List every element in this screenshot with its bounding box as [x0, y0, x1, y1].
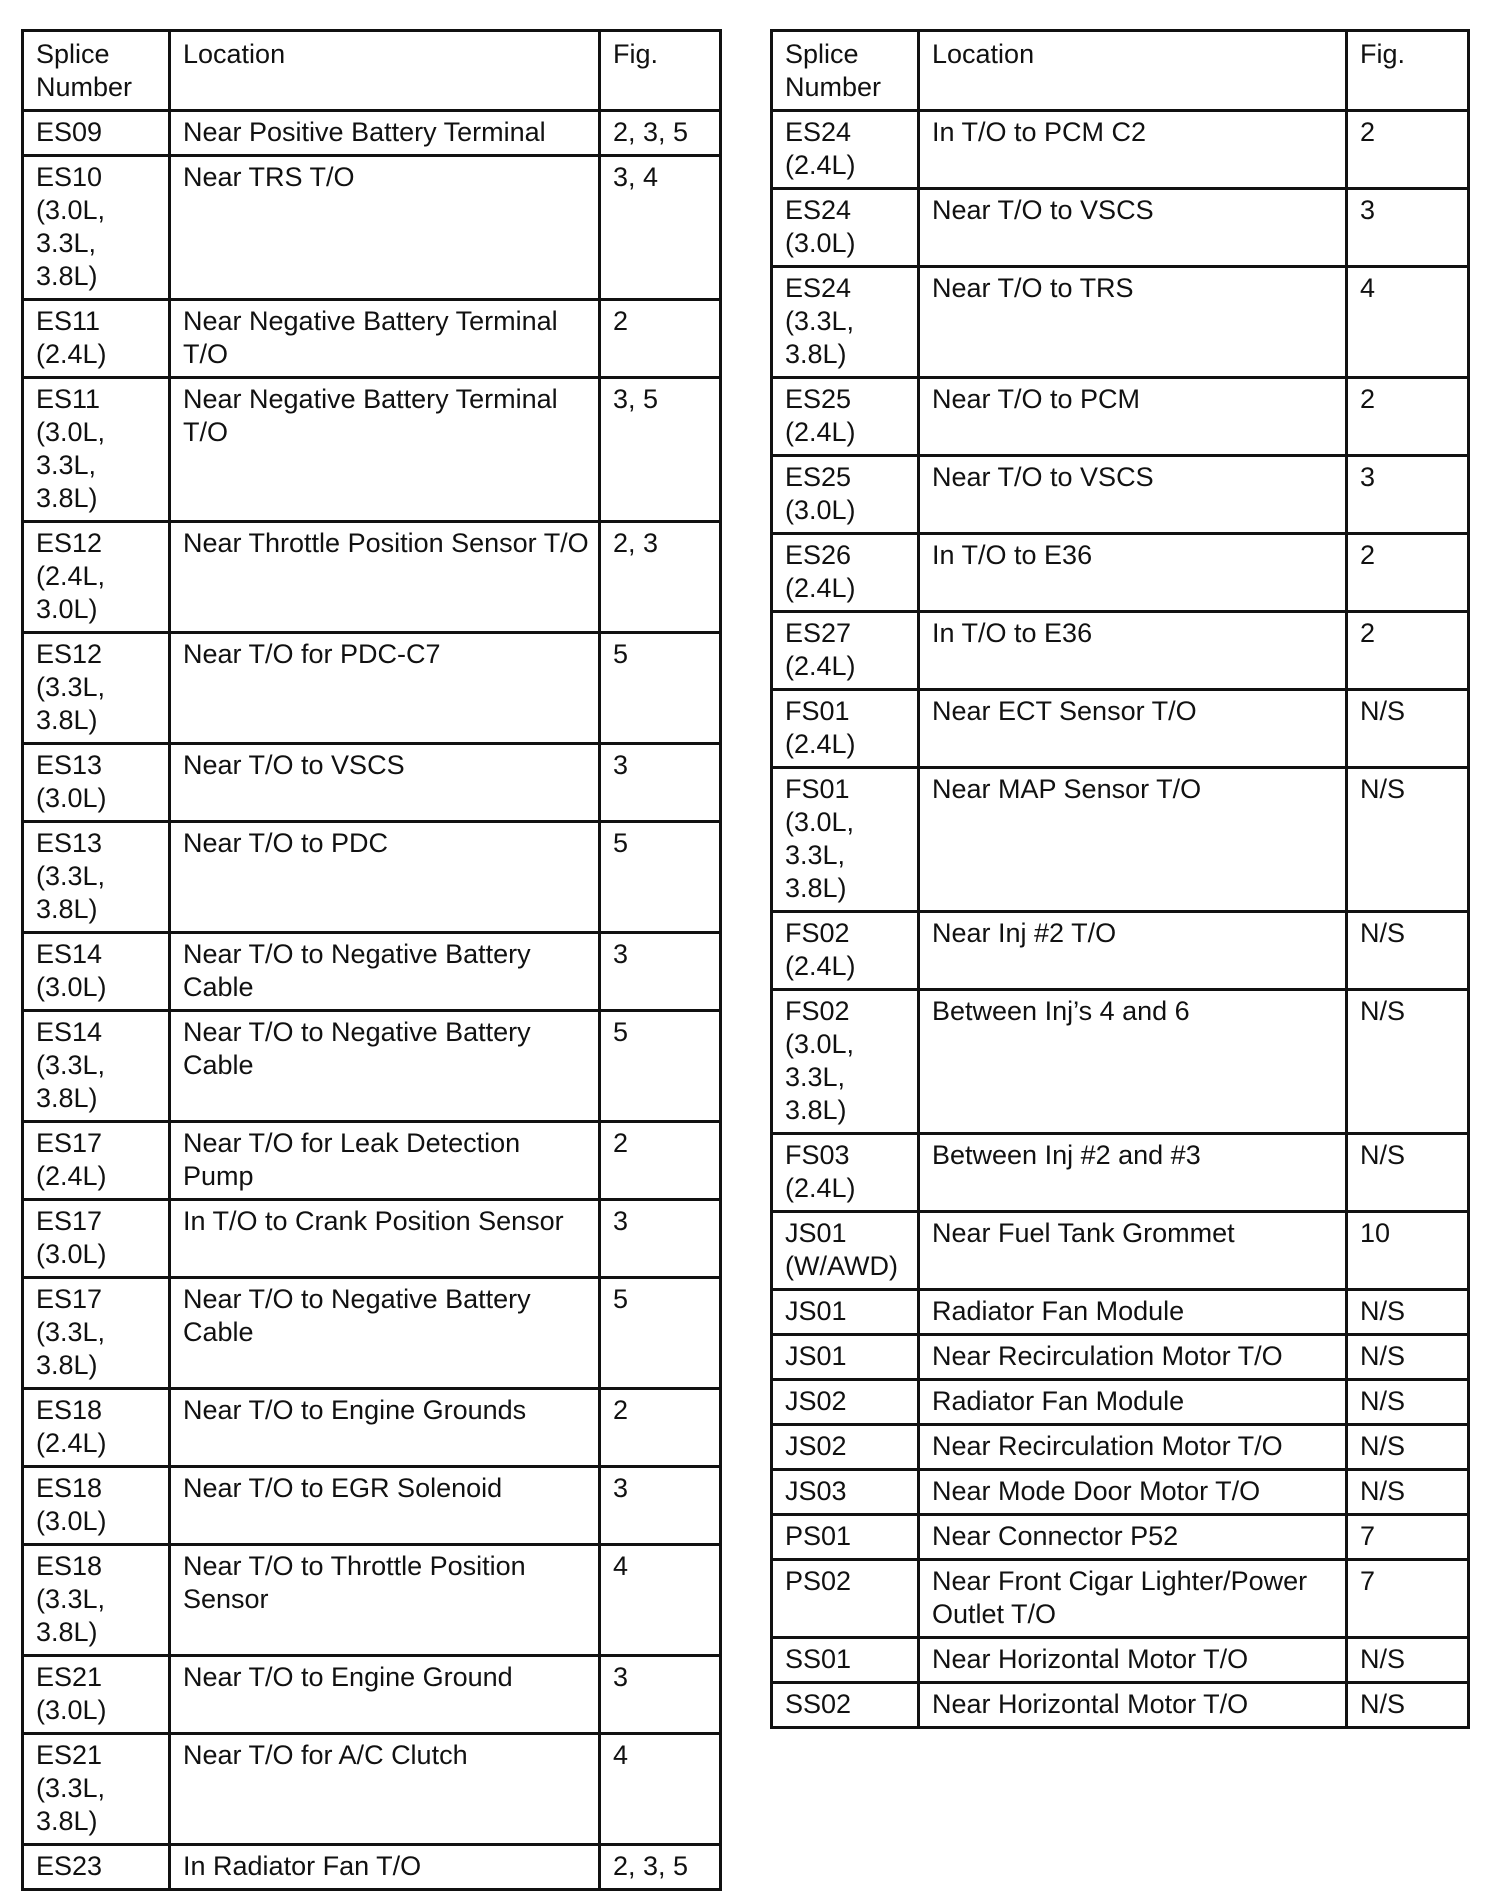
fig-cell: 2, 3, 5	[600, 1845, 721, 1890]
fig-cell: 2, 3, 5	[600, 111, 721, 156]
splice-number-line: 3.8L)	[36, 1806, 98, 1836]
location-cell: Between Inj’s 4 and 6	[919, 990, 1347, 1134]
location-cell: Near Horizontal Motor T/O	[919, 1683, 1347, 1728]
fig-cell: N/S	[1347, 1290, 1469, 1335]
splice-number-cell	[23, 1467, 170, 1545]
fig-cell: 2	[600, 1389, 721, 1467]
splice-number-line: (3.3L,	[36, 1773, 106, 1803]
location-cell: Near T/O for PDC-C7	[170, 633, 600, 744]
splice-number-line: ES17	[36, 1284, 103, 1314]
splice-number-line: FS02	[785, 918, 850, 948]
splice-number-cell	[772, 1470, 919, 1515]
header-splice-line2: Number	[36, 72, 133, 102]
table-row	[23, 933, 721, 1011]
table-row	[772, 912, 1469, 990]
header-splice-line1: Splice	[785, 39, 859, 69]
splice-number-line: (3.0L,	[785, 1029, 855, 1059]
location-cell: Near T/O to EGR Solenoid	[170, 1467, 600, 1545]
fig-cell: 2	[600, 1122, 721, 1200]
header-location: Location	[919, 31, 1347, 111]
splice-number-line: (3.3L,	[36, 672, 106, 702]
splice-number-line: (3.3L,	[36, 1584, 106, 1614]
splice-number-line: JS02	[785, 1431, 847, 1461]
fig-cell: 4	[600, 1734, 721, 1845]
splice-number-line: 3.3L,	[36, 450, 97, 480]
table-row	[23, 156, 721, 300]
table-row	[772, 1425, 1469, 1470]
splice-number-line: (3.0L,	[36, 195, 106, 225]
splice-number-line: (3.0L,	[785, 807, 855, 837]
splice-number-cell	[772, 1380, 919, 1425]
location-cell: Near T/O to Negative Battery Cable	[170, 933, 600, 1011]
location-cell: Near T/O to PCM	[919, 378, 1347, 456]
location-cell: Near Negative Battery Terminal T/O	[170, 300, 600, 378]
fig-cell: 5	[600, 633, 721, 744]
splice-number-cell	[772, 267, 919, 378]
table-row	[23, 1389, 721, 1467]
fig-cell: N/S	[1347, 1335, 1469, 1380]
splice-number-cell	[772, 1515, 919, 1560]
splice-number-line: ES26	[785, 540, 852, 570]
table-row	[772, 189, 1469, 267]
header-location: Location	[170, 31, 600, 111]
splice-number-cell	[23, 522, 170, 633]
location-cell: Near Throttle Position Sensor T/O	[170, 522, 600, 633]
splice-number-line: FS02	[785, 996, 850, 1026]
splice-number-line: ES17	[36, 1206, 103, 1236]
header-row	[23, 31, 721, 111]
splice-number-cell	[772, 1335, 919, 1380]
table-row	[772, 1515, 1469, 1560]
splice-number-cell	[23, 1011, 170, 1122]
location-cell: In T/O to PCM C2	[919, 111, 1347, 189]
table-row	[772, 111, 1469, 189]
fig-cell: 2	[1347, 612, 1469, 690]
splice-number-cell	[772, 378, 919, 456]
fig-cell: 3, 5	[600, 378, 721, 522]
fig-cell: 3	[600, 1467, 721, 1545]
splice-number-line: ES17	[36, 1128, 103, 1158]
splice-number-line: 3.8L)	[36, 705, 98, 735]
splice-number-line: 3.8L)	[36, 894, 98, 924]
location-cell: Near T/O to VSCS	[170, 744, 600, 822]
table-row	[23, 1011, 721, 1122]
location-cell: Near T/O to PDC	[170, 822, 600, 933]
location-cell: Near TRS T/O	[170, 156, 600, 300]
splice-number-line: (2.4L)	[785, 417, 856, 447]
fig-cell: N/S	[1347, 912, 1469, 990]
splice-number-cell	[23, 1200, 170, 1278]
splice-number-cell	[772, 1212, 919, 1290]
table-row	[23, 1734, 721, 1845]
splice-number-line: (3.0L)	[36, 972, 107, 1002]
splice-number-line: (2.4L,	[36, 561, 106, 591]
fig-cell: 2	[1347, 534, 1469, 612]
fig-cell: 7	[1347, 1560, 1469, 1638]
fig-cell: N/S	[1347, 768, 1469, 912]
table-row	[772, 990, 1469, 1134]
splice-number-line: ES24	[785, 273, 852, 303]
table-row	[772, 267, 1469, 378]
location-cell: Near T/O for A/C Clutch	[170, 1734, 600, 1845]
table-row	[772, 1134, 1469, 1212]
header-row	[772, 31, 1469, 111]
splice-number-cell	[23, 1734, 170, 1845]
splice-number-line: ES14	[36, 939, 103, 969]
fig-cell: N/S	[1347, 1134, 1469, 1212]
fig-cell: N/S	[1347, 1380, 1469, 1425]
splice-number-cell	[23, 1122, 170, 1200]
splice-number-line: ES23	[36, 1851, 103, 1881]
splice-number-line: 3.8L)	[36, 1617, 98, 1647]
splice-number-cell	[23, 1845, 170, 1890]
location-cell: Near ECT Sensor T/O	[919, 690, 1347, 768]
splice-number-cell	[23, 111, 170, 156]
fig-cell: 3	[1347, 189, 1469, 267]
splice-number-cell	[23, 933, 170, 1011]
splice-number-line: ES18	[36, 1395, 103, 1425]
table-row	[23, 1278, 721, 1389]
splice-number-cell	[23, 744, 170, 822]
splice-number-line: 3.3L,	[36, 228, 97, 258]
splice-number-cell	[772, 456, 919, 534]
location-cell: Near Connector P52	[919, 1515, 1347, 1560]
table-row	[23, 1656, 721, 1734]
splice-number-line: ES14	[36, 1017, 103, 1047]
splice-number-cell	[772, 1560, 919, 1638]
fig-cell: 7	[1347, 1515, 1469, 1560]
table-row	[23, 1845, 721, 1890]
table-row	[772, 1683, 1469, 1728]
fig-cell: 3	[1347, 456, 1469, 534]
splice-number-line: FS01	[785, 774, 850, 804]
splice-number-line: 3.3L,	[785, 840, 846, 870]
splice-number-line: ES18	[36, 1473, 103, 1503]
splice-number-line: (3.3L,	[36, 1317, 106, 1347]
table-row	[772, 1638, 1469, 1683]
splice-number-cell	[772, 990, 919, 1134]
splice-rows-right	[772, 111, 1469, 1728]
splice-number-line: ES13	[36, 750, 103, 780]
fig-cell: N/S	[1347, 1638, 1469, 1683]
location-cell: In T/O to Crank Position Sensor	[170, 1200, 600, 1278]
splice-number-line: (2.4L)	[36, 1428, 107, 1458]
splice-number-cell	[772, 1425, 919, 1470]
splice-number-line: (2.4L)	[785, 729, 856, 759]
location-cell: Near T/O to Engine Ground	[170, 1656, 600, 1734]
splice-number-cell	[772, 1290, 919, 1335]
fig-cell: 10	[1347, 1212, 1469, 1290]
splice-number-line: ES13	[36, 828, 103, 858]
fig-cell: N/S	[1347, 1425, 1469, 1470]
location-cell: Near Mode Door Motor T/O	[919, 1470, 1347, 1515]
splice-number-line: (2.4L)	[785, 1173, 856, 1203]
fig-cell: 5	[600, 1011, 721, 1122]
splice-number-line: (3.0L,	[36, 417, 106, 447]
table-row	[772, 1560, 1469, 1638]
splice-number-line: (2.4L)	[785, 573, 856, 603]
splice-number-line: (3.3L,	[785, 306, 855, 336]
splice-number-line: (2.4L)	[785, 651, 856, 681]
table-row	[23, 1200, 721, 1278]
splice-number-line: JS03	[785, 1476, 847, 1506]
table-row	[23, 822, 721, 933]
header-fig: Fig.	[600, 31, 721, 111]
splice-number-line: SS02	[785, 1689, 852, 1719]
splice-number-line: JS01	[785, 1296, 847, 1326]
fig-cell: 3	[600, 744, 721, 822]
splice-number-line: JS01	[785, 1341, 847, 1371]
splice-number-line: ES18	[36, 1551, 103, 1581]
splice-number-line: (2.4L)	[785, 951, 856, 981]
splice-number-cell	[772, 1683, 919, 1728]
splice-number-line: 3.8L)	[785, 1095, 847, 1125]
table-row	[23, 111, 721, 156]
splice-number-cell	[23, 378, 170, 522]
location-cell: Near MAP Sensor T/O	[919, 768, 1347, 912]
splice-number-line: (W/AWD)	[785, 1251, 898, 1281]
location-cell: Radiator Fan Module	[919, 1290, 1347, 1335]
splice-number-cell	[772, 690, 919, 768]
table-row	[772, 456, 1469, 534]
location-cell: Near Negative Battery Terminal T/O	[170, 378, 600, 522]
splice-number-cell	[23, 1545, 170, 1656]
splice-number-line: JS01	[785, 1218, 847, 1248]
splice-number-line: SS01	[785, 1644, 852, 1674]
fig-cell: 5	[600, 822, 721, 933]
splice-number-line: 3.8L)	[785, 873, 847, 903]
location-cell: Near T/O to TRS	[919, 267, 1347, 378]
table-row	[23, 1122, 721, 1200]
fig-cell: 2	[1347, 378, 1469, 456]
splice-number-line: ES21	[36, 1740, 103, 1770]
location-cell: In Radiator Fan T/O	[170, 1845, 600, 1890]
header-splice-line2: Number	[785, 72, 882, 102]
table-row	[23, 633, 721, 744]
splice-number-line: PS01	[785, 1521, 852, 1551]
table-row	[772, 690, 1469, 768]
splice-number-cell	[772, 189, 919, 267]
splice-table-right	[770, 29, 1470, 1729]
table-row	[23, 1545, 721, 1656]
splice-number-line: ES24	[785, 117, 852, 147]
table-row	[23, 522, 721, 633]
splice-number-line: 3.8L)	[36, 261, 98, 291]
location-cell: Near T/O to Engine Grounds	[170, 1389, 600, 1467]
splice-number-line: (3.3L,	[36, 1050, 106, 1080]
fig-cell: 3	[600, 1200, 721, 1278]
fig-cell: N/S	[1347, 690, 1469, 768]
table-row	[772, 1290, 1469, 1335]
location-cell: Near Inj #2 T/O	[919, 912, 1347, 990]
splice-number-cell	[23, 822, 170, 933]
table-row	[772, 534, 1469, 612]
splice-table-left	[21, 29, 722, 1891]
splice-number-cell	[23, 633, 170, 744]
splice-number-line: 3.3L,	[785, 1062, 846, 1092]
location-cell: Near Horizontal Motor T/O	[919, 1638, 1347, 1683]
location-cell: Near Recirculation Motor T/O	[919, 1335, 1347, 1380]
splice-number-line: ES11	[36, 306, 101, 336]
splice-number-line: FS01	[785, 696, 850, 726]
fig-cell: 2, 3	[600, 522, 721, 633]
splice-number-line: (3.0L)	[785, 228, 856, 258]
splice-number-cell	[23, 1389, 170, 1467]
splice-number-cell	[23, 156, 170, 300]
table-row	[772, 768, 1469, 912]
fig-cell: 3	[600, 933, 721, 1011]
splice-number-line: ES25	[785, 462, 852, 492]
splice-number-line: (2.4L)	[36, 1161, 107, 1191]
splice-number-line: ES10	[36, 162, 103, 192]
table-row	[23, 378, 721, 522]
splice-number-line: JS02	[785, 1386, 847, 1416]
table-row	[772, 378, 1469, 456]
fig-cell: 4	[1347, 267, 1469, 378]
fig-cell: 2	[600, 300, 721, 378]
location-cell: Near T/O to VSCS	[919, 189, 1347, 267]
table-row	[23, 1467, 721, 1545]
location-cell: Between Inj #2 and #3	[919, 1134, 1347, 1212]
splice-number-line: FS03	[785, 1140, 850, 1170]
splice-number-line: (2.4L)	[785, 150, 856, 180]
splice-number-cell	[772, 1638, 919, 1683]
location-cell: Near Recirculation Motor T/O	[919, 1425, 1347, 1470]
location-cell: Near T/O to Negative Battery Cable	[170, 1011, 600, 1122]
splice-number-cell	[23, 1656, 170, 1734]
header-fig: Fig.	[1347, 31, 1469, 111]
splice-number-line: 3.8L)	[36, 1083, 98, 1113]
table-row	[772, 1335, 1469, 1380]
splice-number-line: (3.0L)	[36, 1506, 107, 1536]
splice-number-line: (3.0L)	[36, 783, 107, 813]
table-row	[772, 1470, 1469, 1515]
splice-number-line: 3.8L)	[36, 483, 98, 513]
location-cell: Near T/O to VSCS	[919, 456, 1347, 534]
splice-number-cell	[23, 1278, 170, 1389]
table-row	[772, 1212, 1469, 1290]
location-cell: Near T/O to Negative Battery Cable	[170, 1278, 600, 1389]
splice-number-line: ES09	[36, 117, 103, 147]
fig-cell: 3	[600, 1656, 721, 1734]
fig-cell: 2	[1347, 111, 1469, 189]
splice-number-line: 3.0L)	[36, 594, 98, 624]
splice-number-line: (3.0L)	[36, 1695, 107, 1725]
splice-number-line: ES24	[785, 195, 852, 225]
splice-number-line: ES21	[36, 1662, 103, 1692]
splice-number-line: ES27	[785, 618, 852, 648]
splice-number-line: (3.3L,	[36, 861, 106, 891]
location-cell: Near Fuel Tank Grommet	[919, 1212, 1347, 1290]
splice-number-line: PS02	[785, 1566, 852, 1596]
splice-number-line: (3.0L)	[785, 495, 856, 525]
splice-number-cell	[772, 1134, 919, 1212]
table-row	[772, 612, 1469, 690]
location-cell: Near Positive Battery Terminal	[170, 111, 600, 156]
fig-cell: N/S	[1347, 1470, 1469, 1515]
location-cell: Near T/O to Throttle Position Sensor	[170, 1545, 600, 1656]
table-row	[23, 300, 721, 378]
splice-number-cell	[772, 534, 919, 612]
splice-number-line: ES12	[36, 639, 103, 669]
location-cell: Near Front Cigar Lighter/Power Outlet T/O	[919, 1560, 1347, 1638]
splice-rows-left	[23, 111, 721, 1890]
splice-number-line: 3.8L)	[36, 1350, 98, 1380]
fig-cell: 4	[600, 1545, 721, 1656]
fig-cell: N/S	[1347, 1683, 1469, 1728]
splice-number-line: (2.4L)	[36, 339, 107, 369]
location-cell: Near T/O for Leak Detection Pump	[170, 1122, 600, 1200]
splice-number-cell	[772, 612, 919, 690]
table-row	[772, 1380, 1469, 1425]
fig-cell: 3, 4	[600, 156, 721, 300]
fig-cell: N/S	[1347, 990, 1469, 1134]
location-cell: In T/O to E36	[919, 534, 1347, 612]
splice-number-line: ES12	[36, 528, 103, 558]
fig-cell: 5	[600, 1278, 721, 1389]
splice-number-line: (3.0L)	[36, 1239, 107, 1269]
splice-number-cell	[23, 300, 170, 378]
splice-number-cell	[772, 111, 919, 189]
location-cell: Radiator Fan Module	[919, 1380, 1347, 1425]
splice-number-line: 3.8L)	[785, 339, 847, 369]
location-cell: In T/O to E36	[919, 612, 1347, 690]
splice-number-cell	[772, 768, 919, 912]
splice-number-line: ES25	[785, 384, 852, 414]
table-row	[23, 744, 721, 822]
header-splice-line1: Splice	[36, 39, 110, 69]
splice-number-cell	[772, 912, 919, 990]
header-splice-number	[23, 31, 170, 111]
splice-number-line: ES11	[36, 384, 101, 414]
header-splice-number	[772, 31, 919, 111]
